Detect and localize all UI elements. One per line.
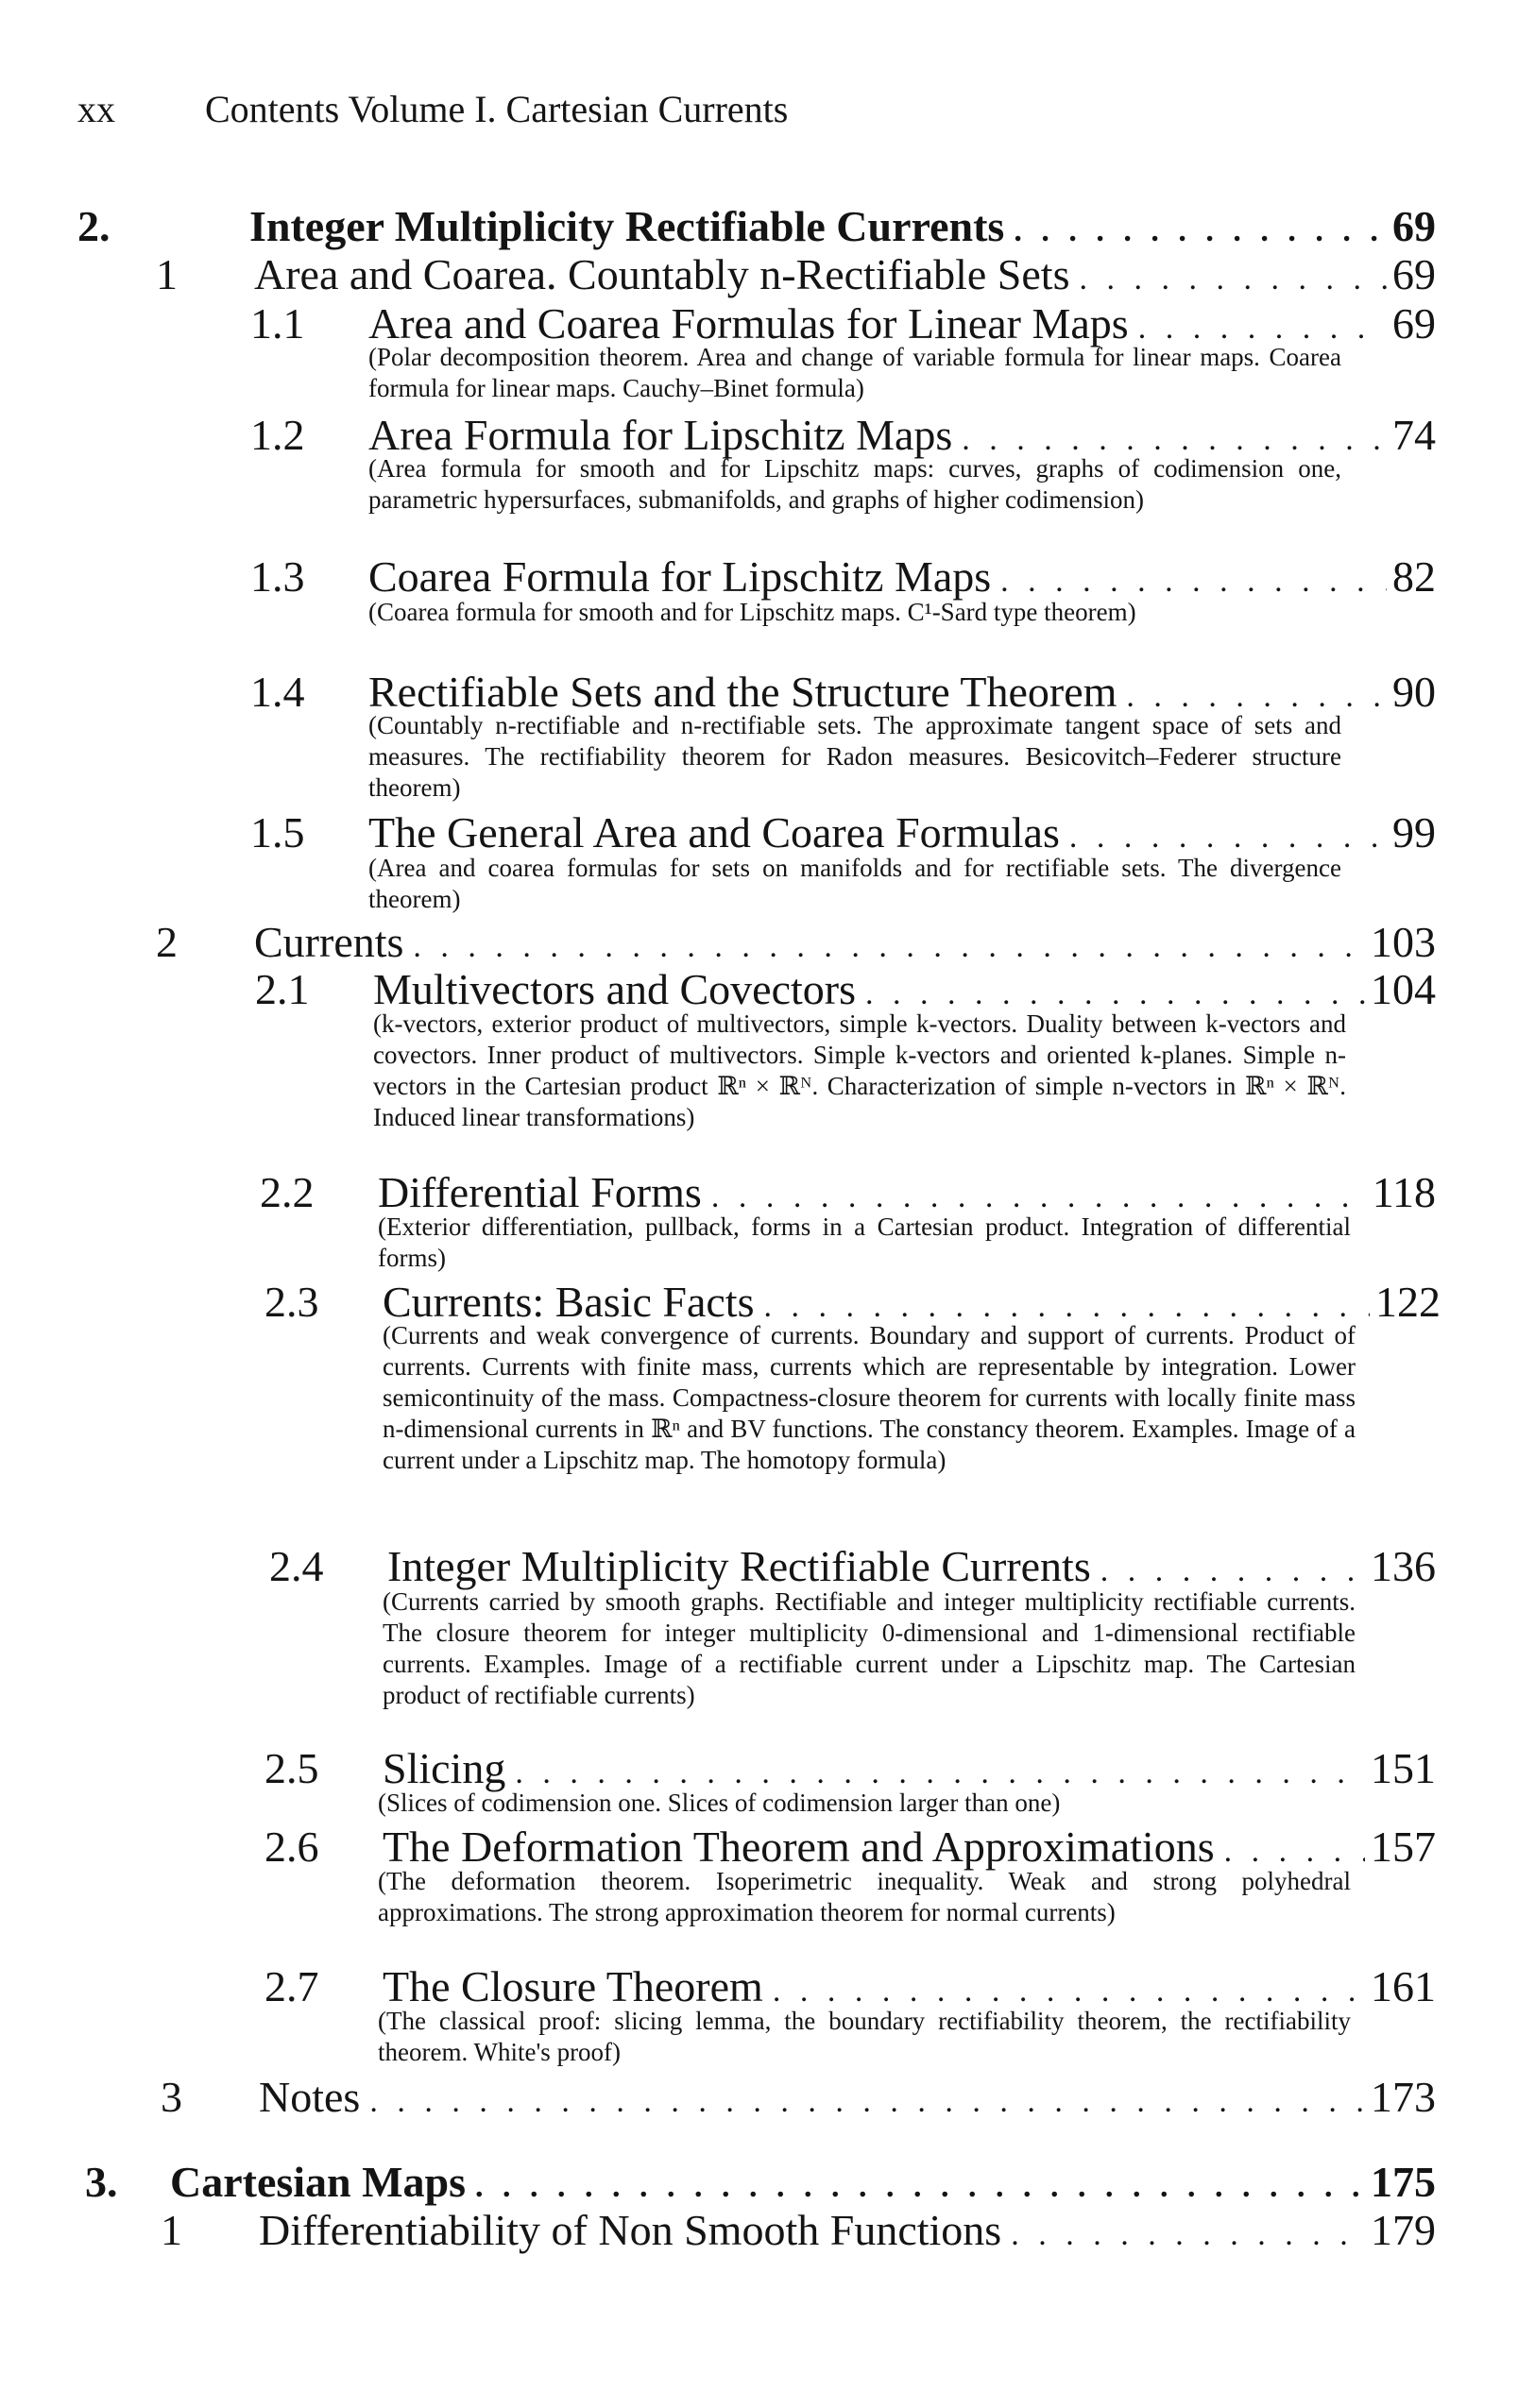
- entry-number: 2.3: [264, 1278, 319, 1326]
- entry-page: 136: [1371, 1542, 1436, 1590]
- entry-number: 2.1: [255, 965, 310, 1013]
- subsection-summary: (Polar decomposition theorem. Area and change of variable formula for linear maps. Coarea formula for linear maps. Cauchy–Binet formula): [368, 343, 1341, 402]
- entry-page: 74: [1392, 411, 1436, 459]
- entry-title: Rectifiable Sets and the Structure Theorem: [368, 668, 1117, 716]
- entry-page: 175: [1371, 2158, 1436, 2206]
- subsection-summary: (Countably n-rectifiable and n-rectifiable sets. The approximate tangent space of sets and measures. The rectifiability theorem for Radon measures. Besicovitch–Federer structure theorem): [368, 711, 1341, 802]
- subsection-summary: (Slices of codimension one. Slices of codimension larger than one): [378, 1789, 1061, 1817]
- entry-title: Cartesian Maps: [170, 2158, 467, 2206]
- entry-title: Currents: [254, 918, 404, 966]
- subsection-summary: (Exterior differentiation, pullback, forms in a Cartesian product. Integration of differential forms): [378, 1212, 1351, 1272]
- toc-section-entry[interactable]: [156, 250, 1436, 304]
- entry-page: 104: [1371, 965, 1436, 1013]
- entry-page: 69: [1392, 202, 1436, 250]
- toc-section-entry[interactable]: [156, 918, 1436, 972]
- entry-page: 69: [1392, 250, 1436, 298]
- entry-number: 1: [156, 250, 178, 298]
- entry-title: Currents: Basic Facts: [383, 1278, 755, 1326]
- toc-section-entry[interactable]: [161, 2073, 1436, 2127]
- entry-page: 179: [1371, 2206, 1436, 2254]
- entry-page: 69: [1392, 299, 1436, 348]
- running-header: [77, 87, 788, 131]
- entry-page: 157: [1371, 1823, 1436, 1871]
- entry-number: 2.2: [260, 1168, 315, 1216]
- entry-number: 1.5: [250, 808, 305, 856]
- dot-leader: [1080, 255, 1388, 304]
- entry-title: Notes: [259, 2073, 361, 2121]
- subsection-summary: (Currents and weak convergence of currents. Boundary and support of currents. Product of currents. Currents with finite mass, currents which are representable by integration. Lower semicontinuity of the mass. Compactness-closure theorem for currents with locally finite mass n-dimensional currents in ℝⁿ and BV functions. The constancy theorem. Examples. Image of a current under a Lipschitz map. The homotopy formula): [383, 1321, 1356, 1474]
- dot-leader: [475, 2162, 1365, 2212]
- entry-title: The Deformation Theorem and Approximations: [383, 1823, 1215, 1871]
- entry-title: Area and Coarea Formulas for Linear Maps: [368, 299, 1129, 348]
- entry-number: 3: [161, 2073, 182, 2121]
- toc-chapter-entry[interactable]: [77, 202, 1436, 256]
- entry-title: Coarea Formula for Lipschitz Maps: [368, 552, 992, 601]
- entry-page: 122: [1375, 1278, 1441, 1326]
- entry-page: 82: [1392, 552, 1436, 601]
- dot-leader: [1014, 207, 1387, 256]
- entry-page: 90: [1392, 668, 1436, 716]
- subsection-summary: (Currents carried by smooth graphs. Rectifiable and integer multiplicity rectifiable currents. The closure theorem for integer multiplicity 0-dimensional and 1-dimensional rectifiable currents. Examples. Image of a rectifiable current under a Lipschitz map. The Cartesian product of rectifiable currents): [383, 1587, 1356, 1709]
- entry-title: Integer Multiplicity Rectifiable Currents: [249, 202, 1005, 250]
- entry-title: Differentiability of Non Smooth Functions: [259, 2206, 1002, 2254]
- entry-title: The Closure Theorem: [383, 1962, 763, 2010]
- entry-number: 2.7: [264, 1962, 319, 2010]
- toc-chapter-entry[interactable]: [85, 2158, 1436, 2212]
- entry-number: 2.4: [269, 1542, 324, 1590]
- entry-number: 2.6: [264, 1823, 319, 1871]
- entry-number: 2.5: [264, 1744, 319, 1792]
- entry-page: 173: [1371, 2073, 1436, 2121]
- entry-title: Area Formula for Lipschitz Maps: [368, 411, 953, 459]
- entry-page: 99: [1392, 808, 1436, 856]
- entry-page: 118: [1372, 1168, 1436, 1216]
- page-number: xx: [77, 88, 115, 130]
- subsection-summary: (The classical proof: slicing lemma, the boundary rectifiability theorem, the rectifiability theorem. White's proof): [378, 2007, 1351, 2066]
- dot-leader: [369, 2077, 1365, 2127]
- entry-title: The General Area and Coarea Formulas: [368, 808, 1060, 856]
- entry-title: Area and Coarea. Countably n-Rectifiable Sets: [254, 250, 1070, 298]
- entry-number: 1.1: [250, 299, 305, 348]
- entry-page: 103: [1371, 918, 1436, 966]
- subsection-summary: (The deformation theorem. Isoperimetric inequality. Weak and strong polyhedral approximations. The strong approximation theorem for normal currents): [378, 1867, 1351, 1926]
- subsection-summary: (Coarea formula for smooth and for Lipschitz maps. C¹-Sard type theorem): [368, 598, 1136, 626]
- subsection-summary: (Area formula for smooth and for Lipschitz maps: curves, graphs of codimension one, parametric hypersurfaces, submanifolds, and graphs of higher codimension): [368, 454, 1341, 514]
- entry-page: 161: [1371, 1962, 1436, 2010]
- entry-page: 151: [1371, 1744, 1436, 1792]
- entry-title: Slicing: [383, 1744, 506, 1792]
- entry-number: 1.4: [250, 668, 305, 716]
- entry-title: Multivectors and Covectors: [373, 965, 857, 1013]
- subsection-summary: (Area and coarea formulas for sets on manifolds and for rectifiable sets. The divergence theorem): [368, 854, 1341, 913]
- toc-section-entry[interactable]: [161, 2206, 1436, 2260]
- entry-number: 1: [161, 2206, 182, 2254]
- entry-title: Integer Multiplicity Rectifiable Currents: [387, 1542, 1091, 1590]
- entry-number: 1.3: [250, 552, 305, 601]
- entry-number: 3.: [85, 2158, 118, 2206]
- entry-number: 2: [156, 918, 178, 966]
- entry-title: Differential Forms: [378, 1168, 702, 1216]
- dot-leader: [1011, 2211, 1365, 2260]
- subsection-summary: (k-vectors, exterior product of multivectors, simple k-vectors. Duality between k-vectors and covectors. Inner product of multivectors. Simple k-vectors and oriented k-planes. Simple n-vectors in the Cartesian product ℝⁿ × ℝᴺ. Characterization of simple n-vectors in ℝⁿ × ℝᴺ. Induced linear transformations): [373, 1009, 1346, 1131]
- entry-number: 1.2: [250, 411, 305, 459]
- entry-number: 2.: [77, 202, 111, 250]
- running-title: Contents Volume I. Cartesian Currents: [205, 88, 789, 130]
